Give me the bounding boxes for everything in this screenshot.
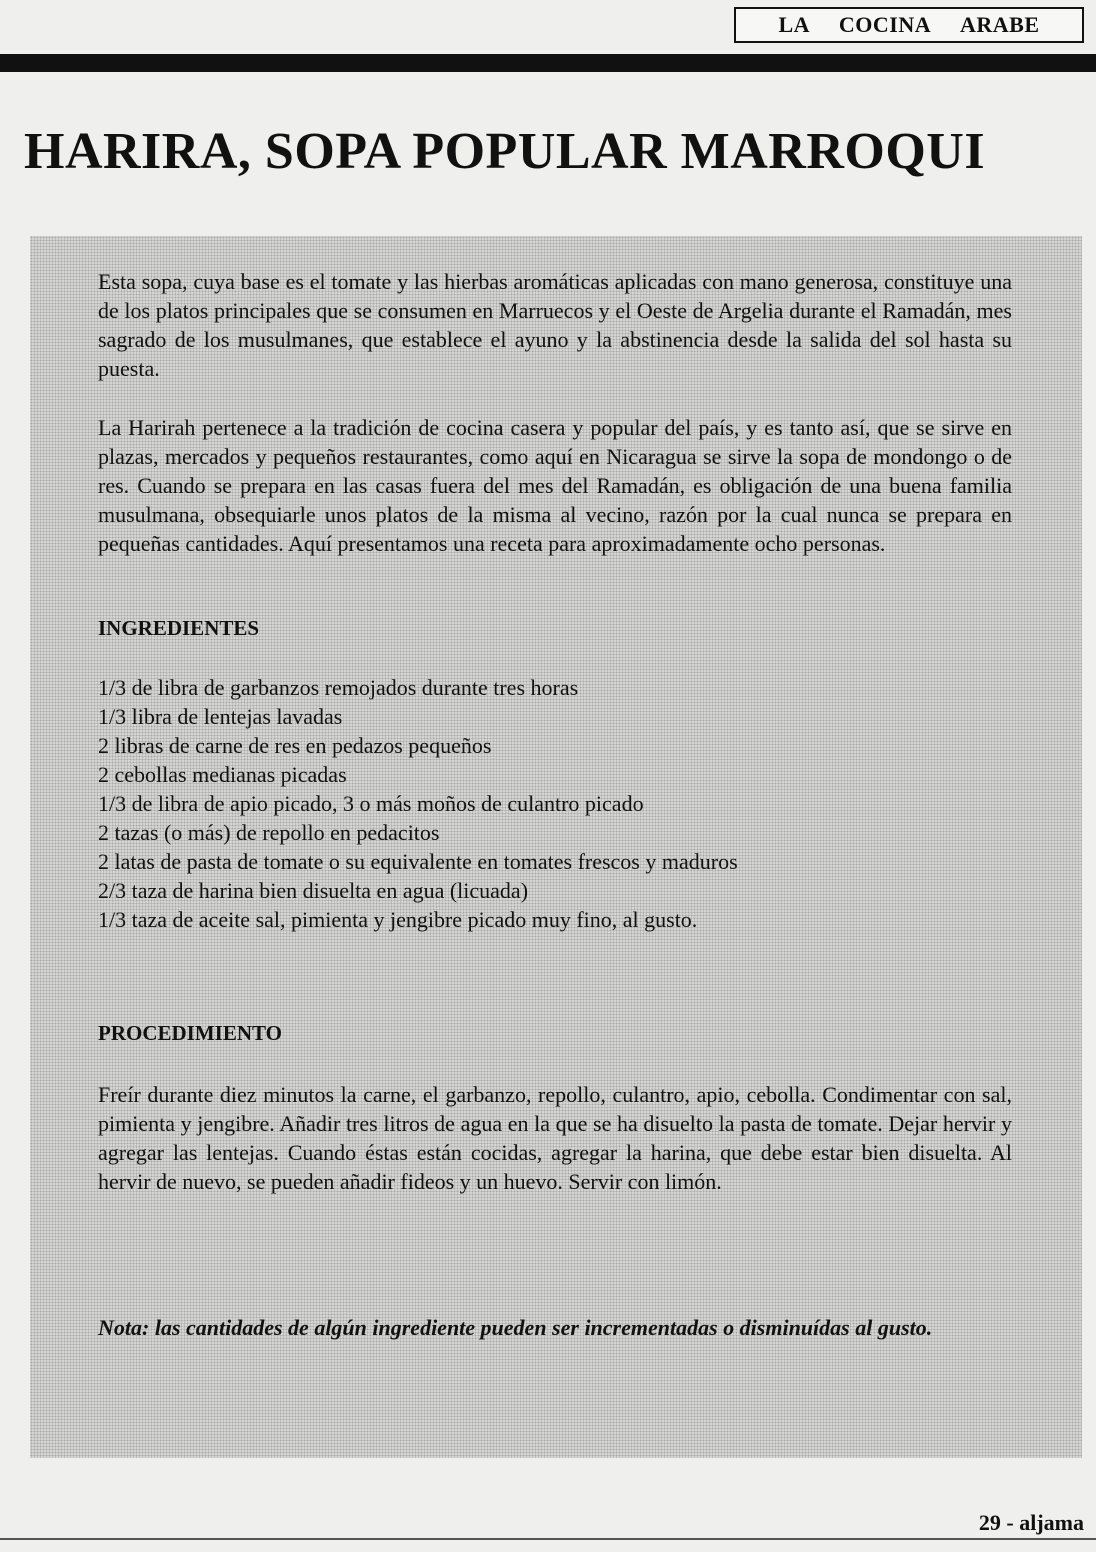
ingredient-item: 1/3 libra de lentejas lavadas	[98, 704, 343, 729]
ingredient-item: 2/3 taza de harina bien disuelta en agua (licuada)	[98, 878, 529, 903]
ingredient-item: 2 libras de carne de res en pedazos pequeños	[98, 733, 492, 758]
section-tag-word: COCINA	[838, 12, 932, 37]
section-tag	[734, 7, 1084, 43]
section-tag-word: ARABE	[960, 12, 1040, 37]
intro-paragraph: Esta sopa, cuya base es el tomate y las hierbas aromáticas aplicadas con mano generosa, constituye una de los platos principales que se consumen en Marruecos y el Oeste de Argelia durante el Ramadán, mes sagrado de los musulmanes, que establece el ayuno y la abstinencia desde la salida del sol hasta su puesta.	[98, 269, 1012, 381]
ingredient-item: 1/3 de libra de apio picado, 3 o más moños de culantro picado	[98, 791, 644, 816]
procedure-paragraph: Freír durante diez minutos la carne, el garbanzo, repollo, culantro, apio, cebolla. Condimentar con sal, pimienta y jengibre. Añadir tres litros de agua en la que se ha disuelto la pasta de tomate. Dejar hervir y agregar las lentejas. Cuando éstas están cocidas, agregar la harina, que debe estar bien disuelta. Al hervir de nuevo, se pueden añadir fideos y un huevo. Servir con limón.	[98, 1082, 1012, 1194]
page-footer: 29 - aljama	[978, 1510, 1084, 1535]
ingredients-heading: INGREDIENTES	[98, 616, 260, 640]
ingredient-item: 1/3 taza de aceite sal, pimienta y jengibre picado muy fino, al gusto.	[98, 907, 698, 932]
ingredient-item: 1/3 de libra de garbanzos remojados durante tres horas	[98, 675, 579, 700]
footer-rule	[0, 1538, 1096, 1540]
header-rule	[0, 54, 1096, 72]
intro-paragraph: La Harirah pertenece a la tradición de cocina casera y popular del país, y es tanto así, que se sirve en plazas, mercados y pequeños restaurantes, como aquí en Nicaragua se sirve la sopa de mondongo o de res. Cuando se prepara en las casas fuera del mes del Ramadán, es obligación de una buena familia musulmana, obsequiarle unos platos de la misma al vecino, razón por la cual nunca se prepara en pequeñas cantidades. Aquí presentamos una receta para aproximadamente ocho personas.	[98, 415, 1012, 556]
ingredients-list	[98, 673, 1012, 934]
ingredient-item: 2 tazas (o más) de repollo en pedacitos	[98, 820, 440, 845]
note-paragraph: Nota: las cantidades de algún ingrediente pueden ser incrementadas o disminuídas al gusto.	[98, 1315, 933, 1340]
procedure-heading: PROCEDIMIENTO	[98, 1021, 282, 1045]
ingredient-item: 2 cebollas medianas picadas	[98, 762, 347, 787]
article-title: HARIRA, SOPA POPULAR MARROQUI	[24, 123, 986, 180]
ingredient-item: 2 latas de pasta de tomate o su equivalente en tomates frescos y maduros	[98, 849, 738, 874]
section-tag-word: LA	[778, 12, 810, 37]
